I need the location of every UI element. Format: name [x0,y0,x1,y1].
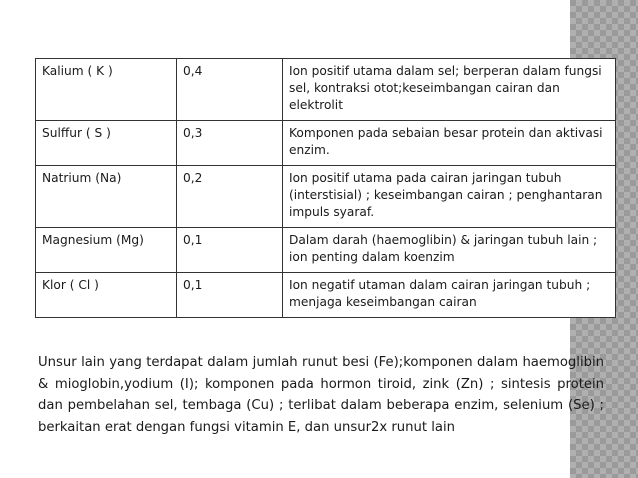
table-row [36,228,616,273]
value-cell: 0,1 [177,273,283,318]
element-name-cell: Klor ( Cl ) [36,273,177,318]
value-cell: 0,3 [177,121,283,166]
table-row [36,273,616,318]
table-row [36,59,616,121]
description-cell: Komponen pada sebaian besar protein dan aktivasi enzim. [283,121,616,166]
value-cell: 0,2 [177,166,283,228]
description-cell: Ion positif utama pada cairan jaringan tubuh (interstisial) ; keseimbangan cairan ; penghantaran impuls syaraf. [283,166,616,228]
trace-elements-paragraph: Unsur lain yang terdapat dalam jumlah runut besi (Fe);komponen dalam haemoglibin & mioglobin,yodium (I); komponen pada hormon tiroid, zink (Zn) ; sintesis protein dan pembelahan sel, tembaga (Cu) ; terlibat dalam beberapa enzim, selenium (Se) ; berkaitan erat dengan fungsi vitamin E, dan unsur2x runut lain [38,355,604,435]
value-cell: 0,1 [177,228,283,273]
value-cell: 0,4 [177,59,283,121]
element-name-cell: Kalium ( K ) [36,59,177,121]
element-name-cell: Magnesium (Mg) [36,228,177,273]
mineral-table [35,58,616,318]
table-row [36,121,616,166]
description-cell: Ion positif utama dalam sel; berperan dalam fungsi sel, kontraksi otot;keseimbangan cairan dan elektrolit [283,59,616,121]
description-cell: Ion negatif utaman dalam cairan jaringan tubuh ; menjaga keseimbangan cairan [283,273,616,318]
element-name-cell: Sulffur ( S ) [36,121,177,166]
table-row [36,166,616,228]
description-cell: Dalam darah (haemoglibin) & jaringan tubuh lain ; ion penting dalam koenzim [283,228,616,273]
element-name-cell: Natrium (Na) [36,166,177,228]
